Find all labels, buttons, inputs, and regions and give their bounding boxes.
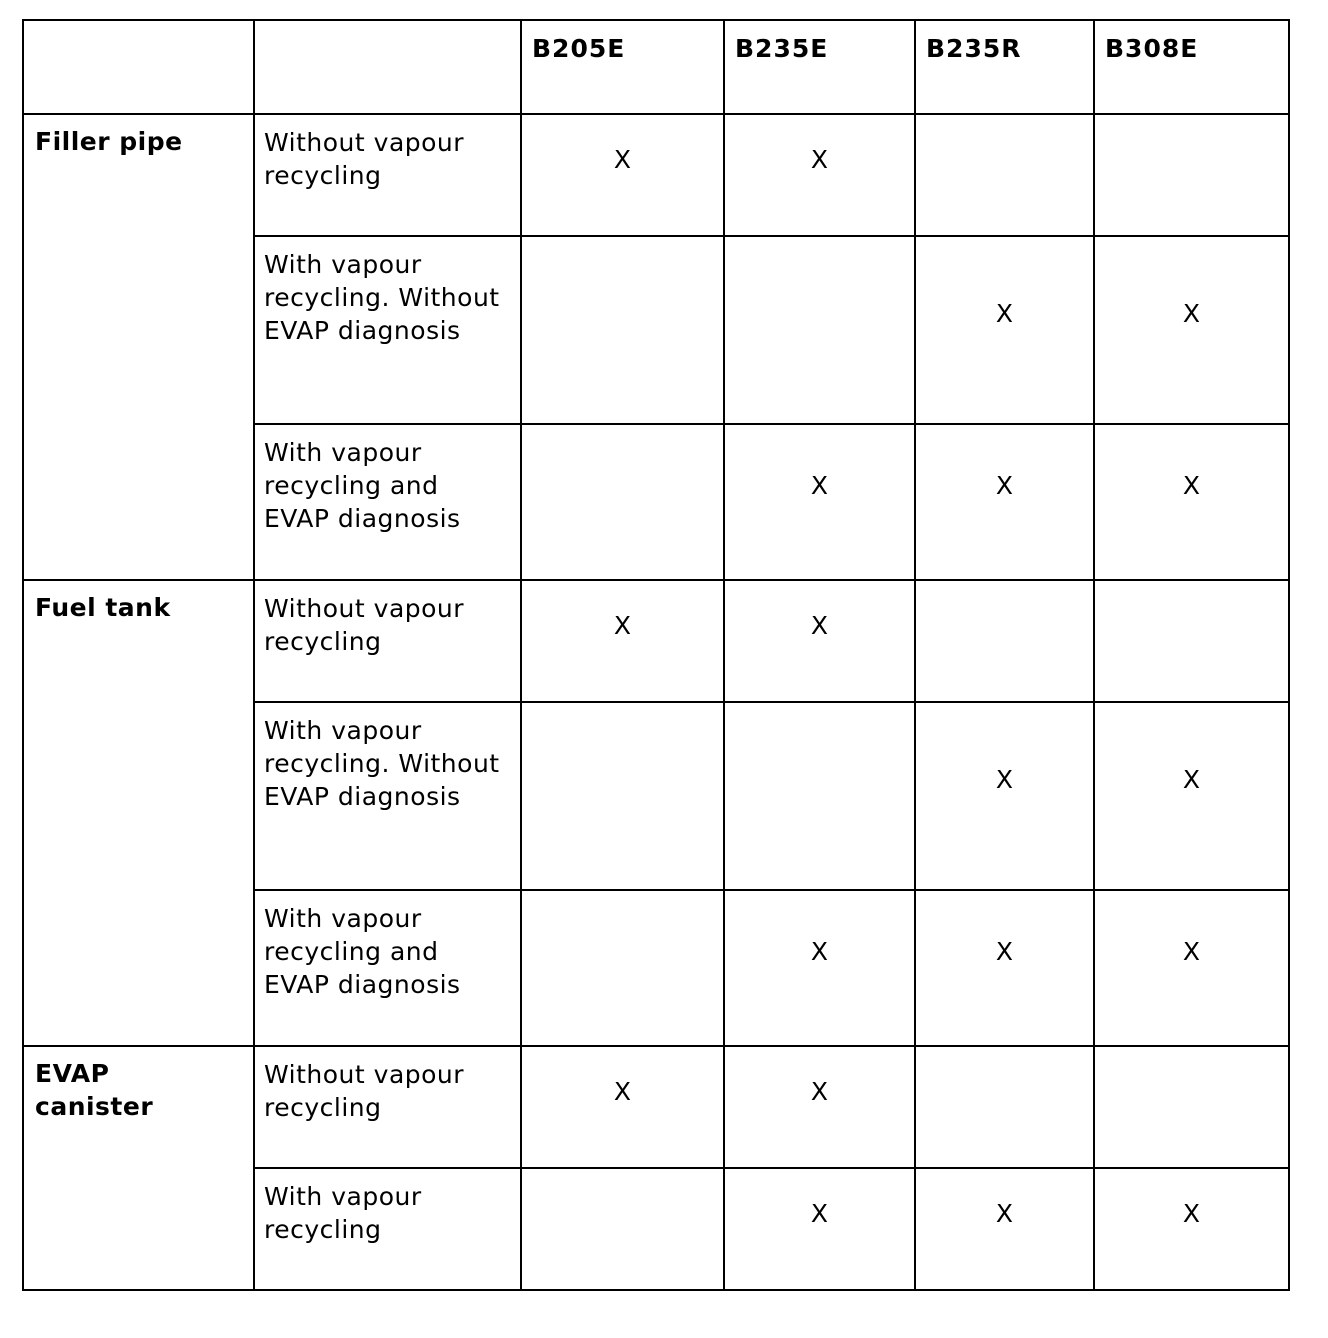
condition-cell	[254, 114, 521, 236]
mark-value: X	[1182, 1199, 1201, 1228]
mark-cell	[724, 702, 915, 890]
mark-cell	[1094, 114, 1289, 236]
mark-value	[916, 581, 1093, 609]
mark-value: X	[995, 1199, 1014, 1228]
mark-value	[522, 1169, 723, 1197]
condition-cell	[254, 580, 521, 702]
mark-value: X	[1182, 471, 1201, 500]
mark-cell	[724, 580, 915, 702]
condition-cell	[254, 424, 521, 580]
mark-cell	[1094, 580, 1289, 702]
mark-value	[522, 891, 723, 935]
condition-label: With vapour recycling and EVAP diagnosis	[264, 438, 461, 533]
header-blank-cell	[254, 20, 521, 114]
mark-cell	[724, 114, 915, 236]
mark-value: X	[1182, 765, 1201, 794]
mark-cell	[915, 424, 1094, 580]
mark-cell	[1094, 1046, 1289, 1168]
mark-value	[725, 703, 914, 763]
mark-value: X	[995, 299, 1014, 328]
mark-cell	[521, 424, 724, 580]
mark-value: X	[613, 1077, 632, 1106]
mark-value: X	[810, 1199, 829, 1228]
mark-cell	[521, 1168, 724, 1290]
mark-cell	[724, 1046, 915, 1168]
mark-cell	[521, 114, 724, 236]
mark-value: X	[810, 937, 829, 966]
mark-value	[522, 425, 723, 469]
header-b235e	[724, 20, 915, 114]
mark-value	[725, 237, 914, 297]
mark-cell	[724, 890, 915, 1046]
condition-cell	[254, 702, 521, 890]
condition-label: With vapour recycling. Without EVAP diagnosis	[264, 250, 500, 345]
mark-cell	[1094, 702, 1289, 890]
mark-value: X	[1182, 937, 1201, 966]
condition-cell	[254, 1168, 521, 1290]
header-row	[23, 20, 1289, 114]
mark-value	[916, 1047, 1093, 1075]
condition-label: Without vapour recycling	[264, 594, 465, 656]
group-label: Filler pipe	[35, 127, 183, 156]
column-header-label: B308E	[1105, 34, 1199, 63]
mark-value	[1095, 581, 1288, 609]
mark-cell	[724, 424, 915, 580]
condition-cell	[254, 236, 521, 424]
header-b308e	[1094, 20, 1289, 114]
mark-value: X	[613, 611, 632, 640]
group-label: EVAP canister	[35, 1059, 154, 1121]
mark-value	[1095, 115, 1288, 143]
mark-cell	[724, 236, 915, 424]
group-label: Fuel tank	[35, 593, 171, 622]
table-row	[23, 114, 1289, 236]
mark-value: X	[810, 611, 829, 640]
mark-cell	[521, 236, 724, 424]
header-b235r	[915, 20, 1094, 114]
condition-cell	[254, 890, 521, 1046]
mark-cell	[915, 890, 1094, 1046]
mark-value: X	[995, 765, 1014, 794]
mark-cell	[724, 1168, 915, 1290]
mark-value: X	[810, 145, 829, 174]
condition-label: Without vapour recycling	[264, 128, 465, 190]
table-row	[23, 580, 1289, 702]
header-b205e	[521, 20, 724, 114]
group-filler-pipe	[23, 114, 254, 580]
column-header-label: B235E	[735, 34, 829, 63]
group-fuel-tank	[23, 580, 254, 1046]
mark-cell	[1094, 424, 1289, 580]
mark-cell	[521, 580, 724, 702]
mark-cell	[915, 702, 1094, 890]
mark-value	[522, 703, 723, 763]
engine-evap-table	[22, 19, 1290, 1291]
mark-cell	[915, 580, 1094, 702]
mark-value: X	[995, 937, 1014, 966]
mark-value	[1095, 1047, 1288, 1075]
mark-value: X	[810, 471, 829, 500]
mark-cell	[915, 1168, 1094, 1290]
mark-cell	[915, 236, 1094, 424]
mark-cell	[915, 114, 1094, 236]
mark-value	[522, 237, 723, 297]
mark-cell	[1094, 236, 1289, 424]
column-header-label: B235R	[926, 34, 1022, 63]
mark-cell	[915, 1046, 1094, 1168]
mark-value: X	[613, 145, 632, 174]
condition-cell	[254, 1046, 521, 1168]
mark-value	[916, 115, 1093, 143]
mark-value: X	[995, 471, 1014, 500]
mark-cell	[521, 890, 724, 1046]
mark-cell	[1094, 1168, 1289, 1290]
table-row	[23, 1046, 1289, 1168]
mark-cell	[1094, 890, 1289, 1046]
mark-cell	[521, 702, 724, 890]
condition-label: With vapour recycling and EVAP diagnosis	[264, 904, 461, 999]
condition-label: With vapour recycling. Without EVAP diagnosis	[264, 716, 500, 811]
mark-cell	[521, 1046, 724, 1168]
condition-label: With vapour recycling	[264, 1182, 422, 1244]
mark-value: X	[810, 1077, 829, 1106]
condition-label: Without vapour recycling	[264, 1060, 465, 1122]
group-evap-canister	[23, 1046, 254, 1290]
header-blank-cell	[23, 20, 254, 114]
column-header-label: B205E	[532, 34, 626, 63]
mark-value: X	[1182, 299, 1201, 328]
